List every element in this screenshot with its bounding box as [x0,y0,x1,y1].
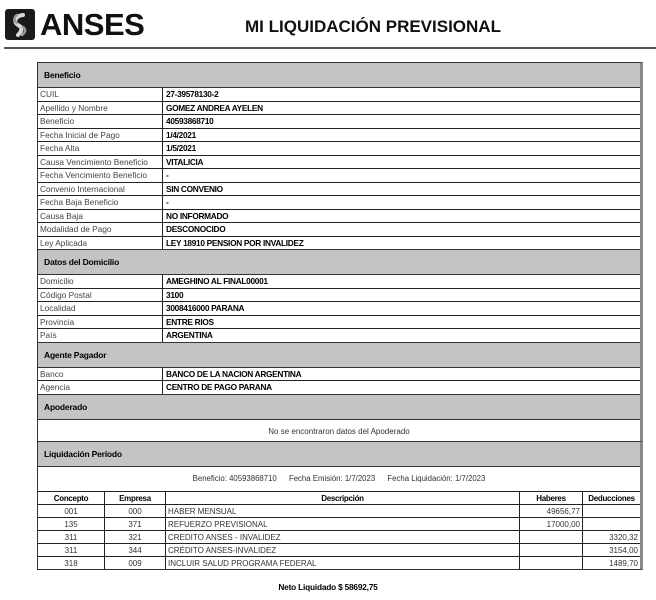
info-value: ARGENTINA [166,330,213,340]
cell-descripcion: CREDITO ANSES - INVALIDEZ [166,531,520,544]
liquidacion-info [38,467,640,492]
info-label: Código Postal [38,289,163,302]
info-label: Agencia [38,381,163,394]
col-haberes: Haberes [520,492,583,505]
agente-rows [38,368,640,394]
info-label: Fecha Inicial de Pago [38,129,163,142]
table-row [38,531,640,544]
liquidacion-box [37,441,643,570]
info-row [38,316,640,330]
info-label: Domicilio [38,275,163,288]
page-header [0,0,656,50]
table-row [38,518,640,531]
info-value: NO INFORMADO [166,210,229,221]
cell-descripcion: REFUERZO PREVISIONAL [166,518,520,531]
col-concepto: Concepto [38,492,105,505]
section-beneficio-heading: Beneficio [38,63,640,88]
info-label: CUIL [38,88,163,101]
cell-concepto: 311 [38,544,105,557]
table-row [38,557,640,570]
domicilio-rows [38,275,640,342]
info-row [38,368,640,382]
info-value: LEY 18910 PENSION POR INVALIDEZ [166,237,304,248]
liquidacion-table [38,492,640,569]
cell-empresa: 371 [105,518,166,531]
info-label: Provincia [38,316,163,329]
info-value: 3100 [166,289,184,300]
info-value: ENTRE RIOS [166,316,214,327]
info-row [38,289,640,303]
neto-liquidado: Neto Liquidado $ 58692,75 [278,582,378,592]
info-value: DESCONOCIDO [166,224,226,234]
info-label: Beneficio [38,115,163,128]
liquidacion-beneficio: Beneficio: 40593868710 [192,474,277,483]
info-value: AMEGHINO AL FINAL00001 [166,276,268,286]
cell-empresa: 344 [105,544,166,557]
cell-deducciones [583,505,641,518]
table-row [38,544,640,557]
info-row [38,115,640,129]
cell-descripcion: HABER MENSUAL [166,505,520,518]
table-row [38,505,640,518]
info-row [38,329,640,342]
page-title: MI LIQUIDACIÓN PREVISIONAL [245,17,501,36]
info-label: Causa Baja [38,210,163,223]
section-domicilio-heading: Datos del Domicilio [38,249,640,275]
info-row [38,381,640,394]
col-deducciones: Deducciones [583,492,641,505]
cell-deducciones [583,518,641,531]
beneficio-rows [38,88,640,249]
info-label: Causa Vencimiento Beneficio [38,156,163,169]
info-row [38,275,640,289]
cell-descripcion: INCLUIR SALUD PROGRAMA FEDERAL [166,557,520,570]
cell-empresa: 009 [105,557,166,570]
info-row [38,183,640,197]
info-label: Localidad [38,302,163,315]
cell-deducciones: 3154,00 [583,544,641,557]
info-row [38,169,640,183]
info-value: 40593868710 [166,116,214,126]
cell-empresa: 321 [105,531,166,544]
info-label: Convenio Internacional [38,183,163,196]
section-liquidacion-heading: Liquidación Período [38,442,640,467]
section-apoderado-heading: Apoderado [38,394,640,420]
info-value: GOMEZ ANDREA AYELEN [166,102,263,113]
info-row [38,142,640,156]
table-header-row [38,492,640,505]
cell-deducciones: 1489,70 [609,558,638,568]
info-value: VITALICIA [166,156,204,167]
info-row [38,210,640,224]
info-value: 27-39578130-2 [166,89,219,99]
info-row [38,129,640,143]
info-label: Fecha Baja Beneficio [38,196,163,209]
brand-name: ANSES [40,7,145,42]
info-label: Banco [38,368,163,381]
info-value: 3008416000 PARANA [166,303,245,313]
cell-concepto: 135 [38,518,105,531]
info-value: SIN CONVENIO [166,183,223,194]
cell-haberes [520,557,583,570]
info-value: 1/5/2021 [166,143,196,153]
cell-haberes: 17000,00 [520,518,583,531]
info-value: CENTRO DE PAGO PARANA [166,382,272,392]
info-value: 1/4/2021 [166,129,196,140]
info-label: País [38,329,163,342]
info-row [38,196,640,210]
info-label: Fecha Vencimiento Beneficio [38,169,163,182]
info-value: - [166,197,169,207]
cell-haberes: 49656,77 [520,505,583,518]
info-row [38,102,640,116]
cell-descripcion: CRÉDITO ANSES-INVALIDEZ [166,544,520,557]
benefit-info-box [37,62,643,445]
info-value: BANCO DE LA NACION ARGENTINA [166,368,302,379]
cell-empresa: 000 [105,505,166,518]
info-row [38,156,640,170]
header-divider [4,47,656,49]
cell-concepto: 318 [38,557,105,570]
cell-concepto: 311 [38,531,105,544]
info-row [38,223,640,237]
col-descripcion: Descripción [166,492,520,505]
liquidacion-table-body [38,505,640,570]
col-empresa: Empresa [105,492,166,505]
info-label: Apellido y Nombre [38,102,163,115]
section-agente-heading: Agente Pagador [38,342,640,368]
info-label: Fecha Alta [38,142,163,155]
cell-concepto: 001 [38,505,105,518]
info-value: - [166,170,169,180]
apoderado-message: No se encontraron datos del Apoderado [268,426,410,436]
info-label: Ley Aplicada [38,237,163,250]
info-row [38,88,640,102]
info-label: Modalidad de Pago [38,223,163,236]
cell-haberes [520,531,583,544]
liquidacion-fecha-liquidacion: Fecha Liquidación: 1/7/2023 [387,474,486,483]
cell-deducciones: 3320,32 [583,531,641,544]
info-row [38,302,640,316]
liquidacion-fecha-emision: Fecha Emisión: 1/7/2023 [288,474,376,483]
cell-haberes [520,544,583,557]
info-row [38,237,640,250]
